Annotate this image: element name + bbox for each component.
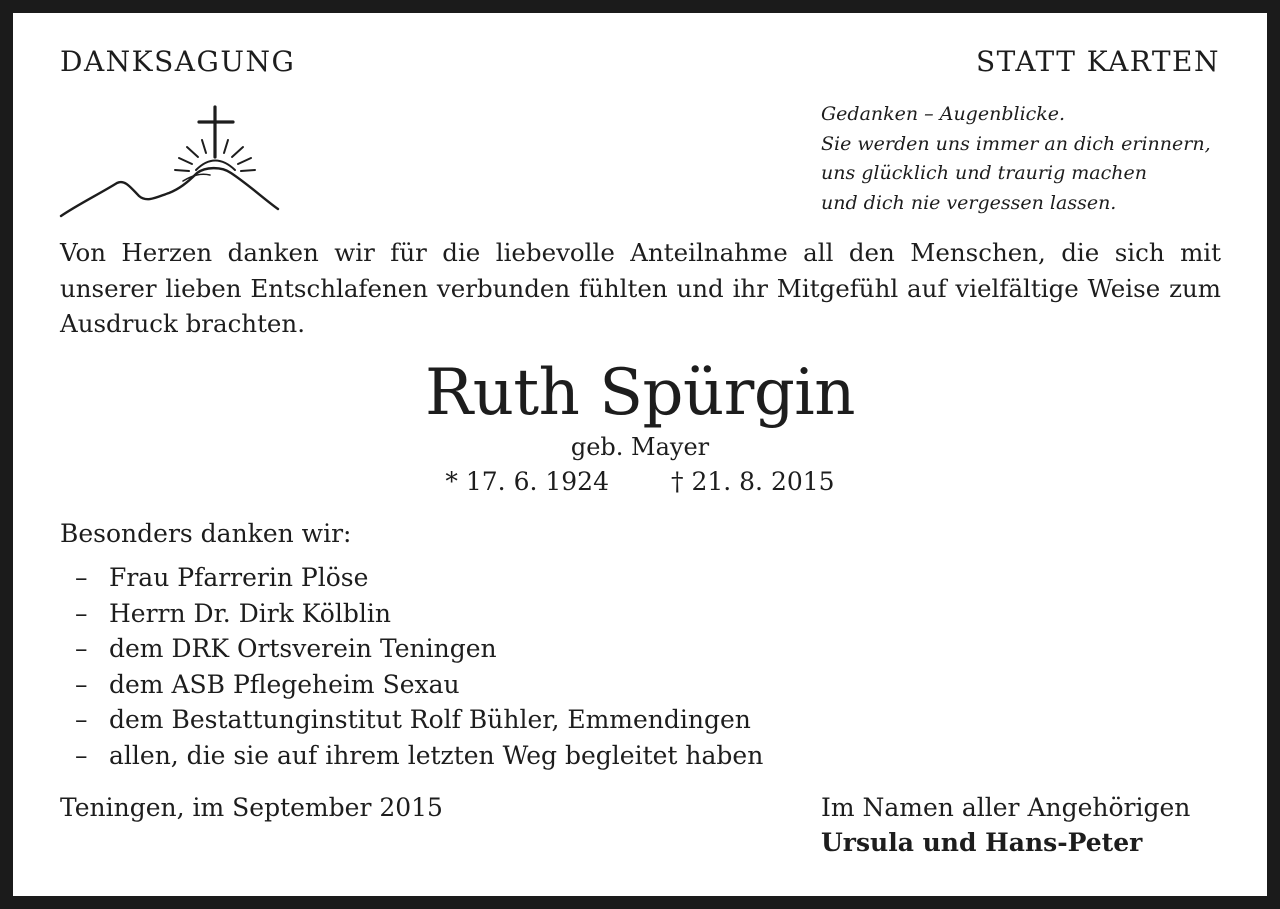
poem-line: Gedanken – Augenblicke. xyxy=(821,103,1066,125)
thanks-item-text: Frau Pfarrerin Plöse xyxy=(109,563,369,592)
thanks-item-text: dem Bestattunginstitut Rolf Bühler, Emmendingen xyxy=(109,705,751,734)
poem xyxy=(821,100,1211,218)
poem-line: uns glücklich und traurig machen xyxy=(821,162,1147,184)
birth-date: * 17. 6. 1924 xyxy=(445,467,609,496)
thanks-item xyxy=(75,705,763,741)
signature-names: Ursula und Hans-Peter xyxy=(821,828,1143,857)
thanks-item-text: allen, die sie auf ihrem letzten Weg begleitet haben xyxy=(109,740,764,770)
header-statt-karten: STATT KARTEN xyxy=(976,45,1220,78)
thanks-item-text: Herrn Dr. Dirk Kölblin xyxy=(109,598,391,628)
header-danksagung: DANKSAGUNG xyxy=(60,45,296,78)
dash-bullet: – xyxy=(75,705,88,734)
thanks-item xyxy=(75,634,763,670)
deceased-name: Ruth Spürgin xyxy=(425,356,855,430)
life-dates xyxy=(13,467,1267,496)
dash-bullet: – xyxy=(75,563,88,592)
dash-bullet: – xyxy=(75,740,88,770)
thanks-item-text: dem DRK Ortsverein Teningen xyxy=(109,634,497,663)
thanks-item xyxy=(75,563,763,599)
signature-line: Im Namen aller Angehörigen xyxy=(821,793,1191,822)
cross-sunrise-mountain-icon xyxy=(59,93,281,219)
thanks-item-text: dem ASB Pflegeheim Sexau xyxy=(109,669,460,699)
thanks-item xyxy=(75,741,763,777)
maiden-name: geb. Mayer xyxy=(570,433,710,461)
death-date: † 21. 8. 2015 xyxy=(671,467,835,496)
thanks-list xyxy=(75,563,763,776)
thanks-item xyxy=(75,670,763,706)
place-date: Teningen, im September 2015 xyxy=(60,793,443,822)
intro-paragraph: Von Herzen danken wir für die liebevolle Anteilnahme all den Menschen, die sich mit unserer lieben Entschlafenen verbunden fühlten und ihr Mitgefühl auf vielfältige Weise zum Ausdruck brachten. xyxy=(60,238,1221,338)
thanks-item xyxy=(75,599,763,635)
poem-line: und dich nie vergessen lassen. xyxy=(821,191,1117,214)
dash-bullet: – xyxy=(75,598,88,628)
dash-bullet: – xyxy=(75,634,88,663)
obituary-notice xyxy=(13,13,1267,896)
poem-line: Sie werden uns immer an dich erinnern, xyxy=(821,132,1211,155)
thanks-heading: Besonders danken wir: xyxy=(60,519,352,548)
dash-bullet: – xyxy=(75,669,88,699)
